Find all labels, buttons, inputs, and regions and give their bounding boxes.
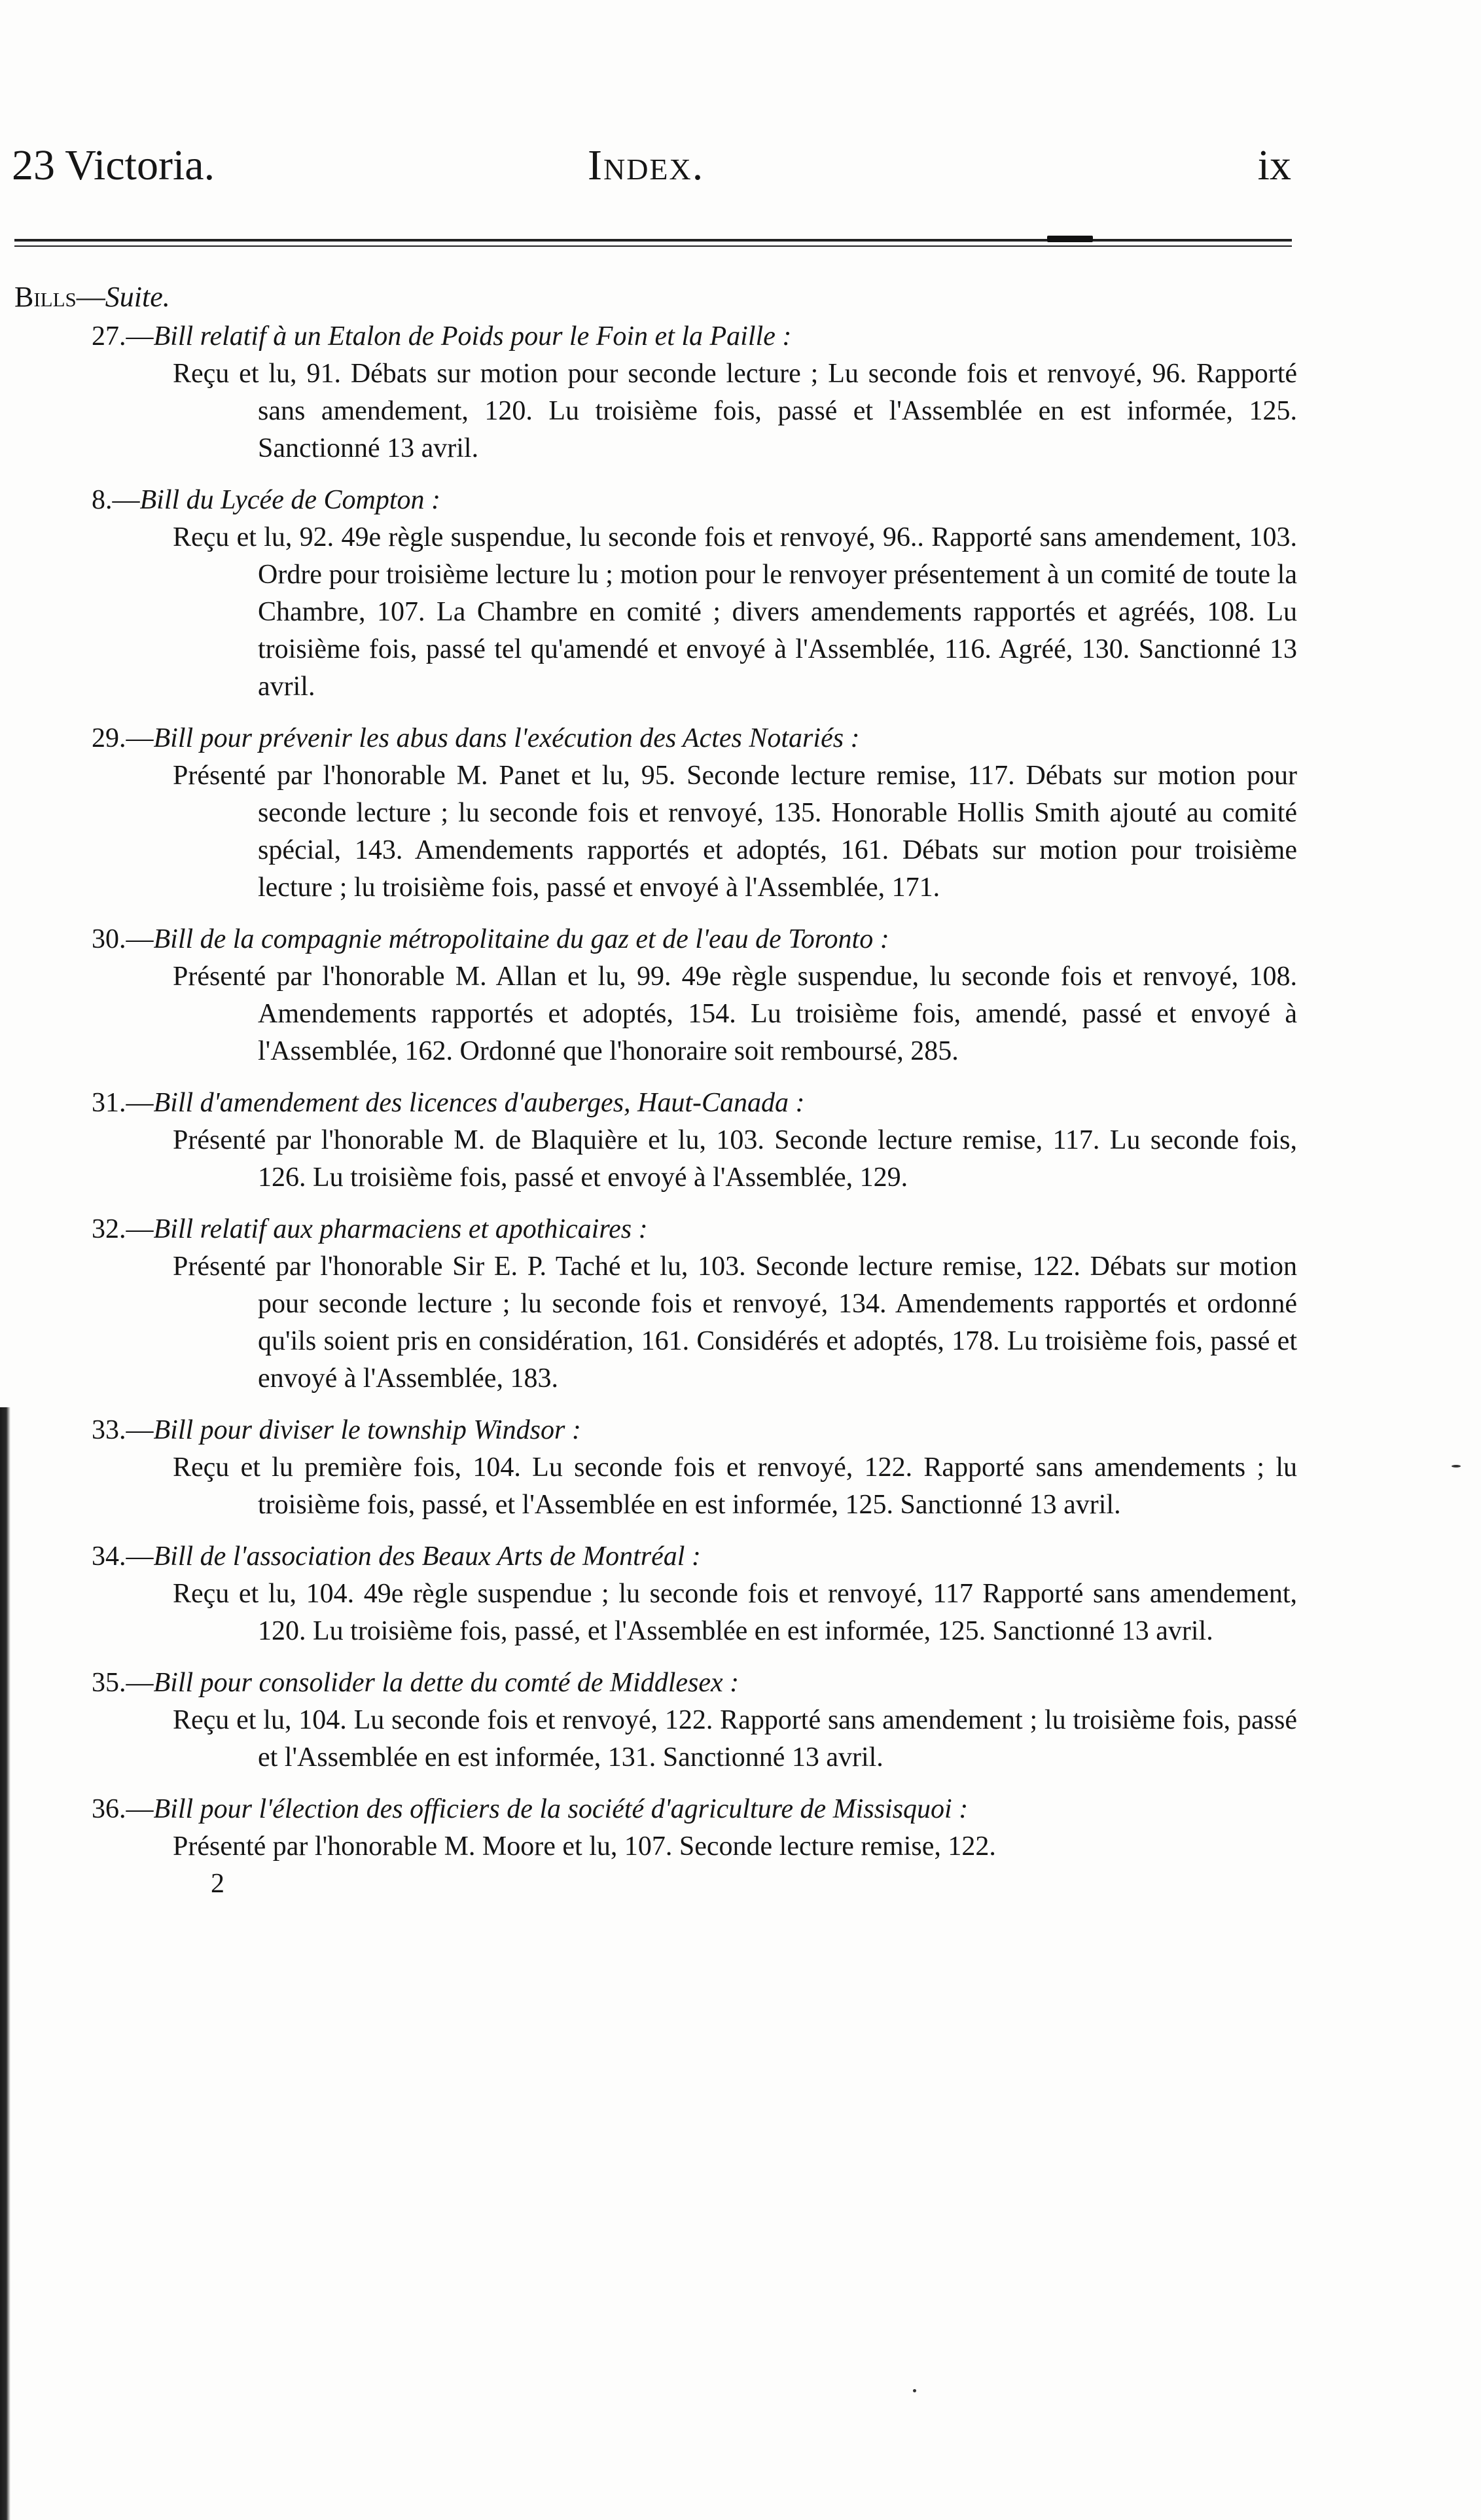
entry-body: Reçu et lu première fois, 104. Lu seconde fois et renvoyé, 122. Rapporté sans amendements ; lu troisième fois, passé, et l'Assemblée en est informée, 125. Sanctionné 13 avril.	[173, 1452, 1297, 1520]
entry-body: Présenté par l'honorable Sir E. P. Taché et lu, 103. Seconde lecture remise, 122. Débats sur motion pour seconde lecture ; lu seconde fois et renvoyé, 134. Amendements rapportés et ordonné qu'ils soient pris en considération, 161. Considérés et adoptés, 178. Lu troisième fois, passé et envoyé à l'Assemblée, 183.	[173, 1251, 1297, 1394]
entry-number: 31.—	[92, 1088, 154, 1118]
index-entry	[14, 921, 1297, 1070]
index-entry	[14, 1211, 1297, 1397]
entry-title	[14, 720, 1297, 757]
index-entry	[14, 1665, 1297, 1776]
entry-title	[14, 1665, 1297, 1702]
index-entry	[14, 1538, 1297, 1650]
rule-ink-mark	[1047, 236, 1093, 242]
entry-title	[14, 1211, 1297, 1248]
entry-body: Reçu et lu, 91. Débats sur motion pour seconde lecture ; Lu seconde fois et renvoyé, 96. Rapporté sans amendement, 120. Lu troisième fois, passé et l'Assemblée en est informée, 125. Sanctionné 13 avril.	[173, 359, 1297, 463]
ink-speck	[913, 2389, 916, 2392]
entry-title	[14, 1085, 1297, 1122]
entry-body: Reçu et lu, 104. 49e règle suspendue ; lu seconde fois et renvoyé, 117 Rapporté sans amendement, 120. Lu troisième fois, passé, et l'Assemblée en est informée, 125. Sanctionné 13 avril.	[173, 1579, 1297, 1646]
entry-body: Présenté par l'honorable M. Allan et lu, 99. 49e règle suspendue, lu seconde fois et renvoyé, 108. Amendements rapportés et adoptés, 154. Lu troisième fois, amendé, passé et envoyé à l'Assemblée, 162. Ordonné que l'honoraire soit remboursé, 285.	[173, 962, 1297, 1066]
header-page-number: ix	[1257, 141, 1291, 189]
entry-title	[14, 318, 1297, 355]
index-entry	[14, 720, 1297, 907]
entry-number: 35.—	[92, 1668, 154, 1698]
entry-title-text: Bill du Lycée de Compton :	[139, 485, 440, 515]
entry-number: 30.—	[92, 924, 154, 954]
signature-mark: 2	[211, 1869, 224, 1899]
binding-shadow	[0, 1407, 10, 2520]
header-title: Index.	[588, 141, 705, 189]
index-entry	[14, 1085, 1297, 1197]
entry-number: 34.—	[92, 1541, 154, 1572]
header-rule-thin	[14, 245, 1292, 247]
entry-title-text: Bill relatif à un Etalon de Poids pour le Foin et la Paille :	[153, 321, 792, 351]
entry-title-text: Bill de la compagnie métropolitaine du gaz et de l'eau de Toronto :	[153, 924, 889, 954]
entry-title-text: Bill pour prévenir les abus dans l'exécution des Actes Notariés :	[153, 723, 860, 753]
entry-title-text: Bill relatif aux pharmaciens et apothicaires :	[153, 1214, 648, 1244]
entry-body: Présenté par l'honorable M. de Blaquière et lu, 103. Seconde lecture remise, 117. Lu seconde fois, 126. Lu troisième fois, passé et envoyé à l'Assemblée, 129.	[173, 1125, 1297, 1193]
entry-title	[14, 1791, 1297, 1828]
index-entry	[14, 1791, 1297, 1903]
section-subtitle: Suite.	[105, 281, 170, 313]
entry-number: 32.—	[92, 1214, 154, 1244]
entry-number: 36.—	[92, 1794, 154, 1824]
section-heading	[14, 278, 1297, 315]
index-content	[14, 278, 1297, 1917]
entry-number: 8.—	[92, 485, 140, 515]
index-entry	[14, 482, 1297, 706]
entry-number: 33.—	[92, 1415, 154, 1445]
entry-title	[14, 921, 1297, 958]
header-rule-thick	[14, 239, 1292, 242]
entry-title	[14, 482, 1297, 519]
section-title: Bills—	[14, 281, 105, 313]
header-volume: 23 Victoria.	[12, 141, 215, 189]
index-entry	[14, 1412, 1297, 1524]
entry-title-text: Bill pour diviser le township Windsor :	[153, 1415, 581, 1445]
entry-title-text: Bill d'amendement des licences d'auberges, Haut-Canada :	[153, 1088, 805, 1118]
entry-body: Présenté par l'honorable M. Moore et lu, 107. Seconde lecture remise, 122.	[173, 1831, 996, 1862]
entry-number: 27.—	[92, 321, 154, 351]
entry-title-text: Bill de l'association des Beaux Arts de Montréal :	[153, 1541, 701, 1572]
entry-title	[14, 1412, 1297, 1449]
running-header	[12, 141, 1291, 200]
entry-title-text: Bill pour l'élection des officiers de la société d'agriculture de Missisquoi :	[153, 1794, 969, 1824]
entry-title-text: Bill pour consolider la dette du comté de Middlesex :	[153, 1668, 740, 1698]
index-entry	[14, 318, 1297, 467]
ink-speck	[1452, 1465, 1461, 1467]
entry-body: Reçu et lu, 92. 49e règle suspendue, lu seconde fois et renvoyé, 96.. Rapporté sans amendement, 103. Ordre pour troisième lecture lu ; motion pour le renvoyer présentement à un comité de toute la Chambre, 107. La Chambre en comité ; divers amendements rapportés et agréés, 108. Lu troisième fois, passé tel qu'amendé et envoyé à l'Assemblée, 116. Agréé, 130. Sanctionné 13 avril.	[173, 522, 1297, 702]
entry-body: Présenté par l'honorable M. Panet et lu, 95. Seconde lecture remise, 117. Débats sur motion pour seconde lecture ; lu seconde fois et renvoyé, 135. Honorable Hollis Smith ajouté au comité spécial, 143. Amendements rapportés et adoptés, 161. Débats sur motion pour troisième lecture ; lu troisième fois, passé et envoyé à l'Assemblée, 171.	[173, 761, 1297, 903]
entry-title	[14, 1538, 1297, 1575]
entry-number: 29.—	[92, 723, 154, 753]
entry-body: Reçu et lu, 104. Lu seconde fois et renvoyé, 122. Rapporté sans amendement ; lu troisième fois, passé et l'Assemblée en est informée, 131. Sanctionné 13 avril.	[173, 1705, 1297, 1773]
